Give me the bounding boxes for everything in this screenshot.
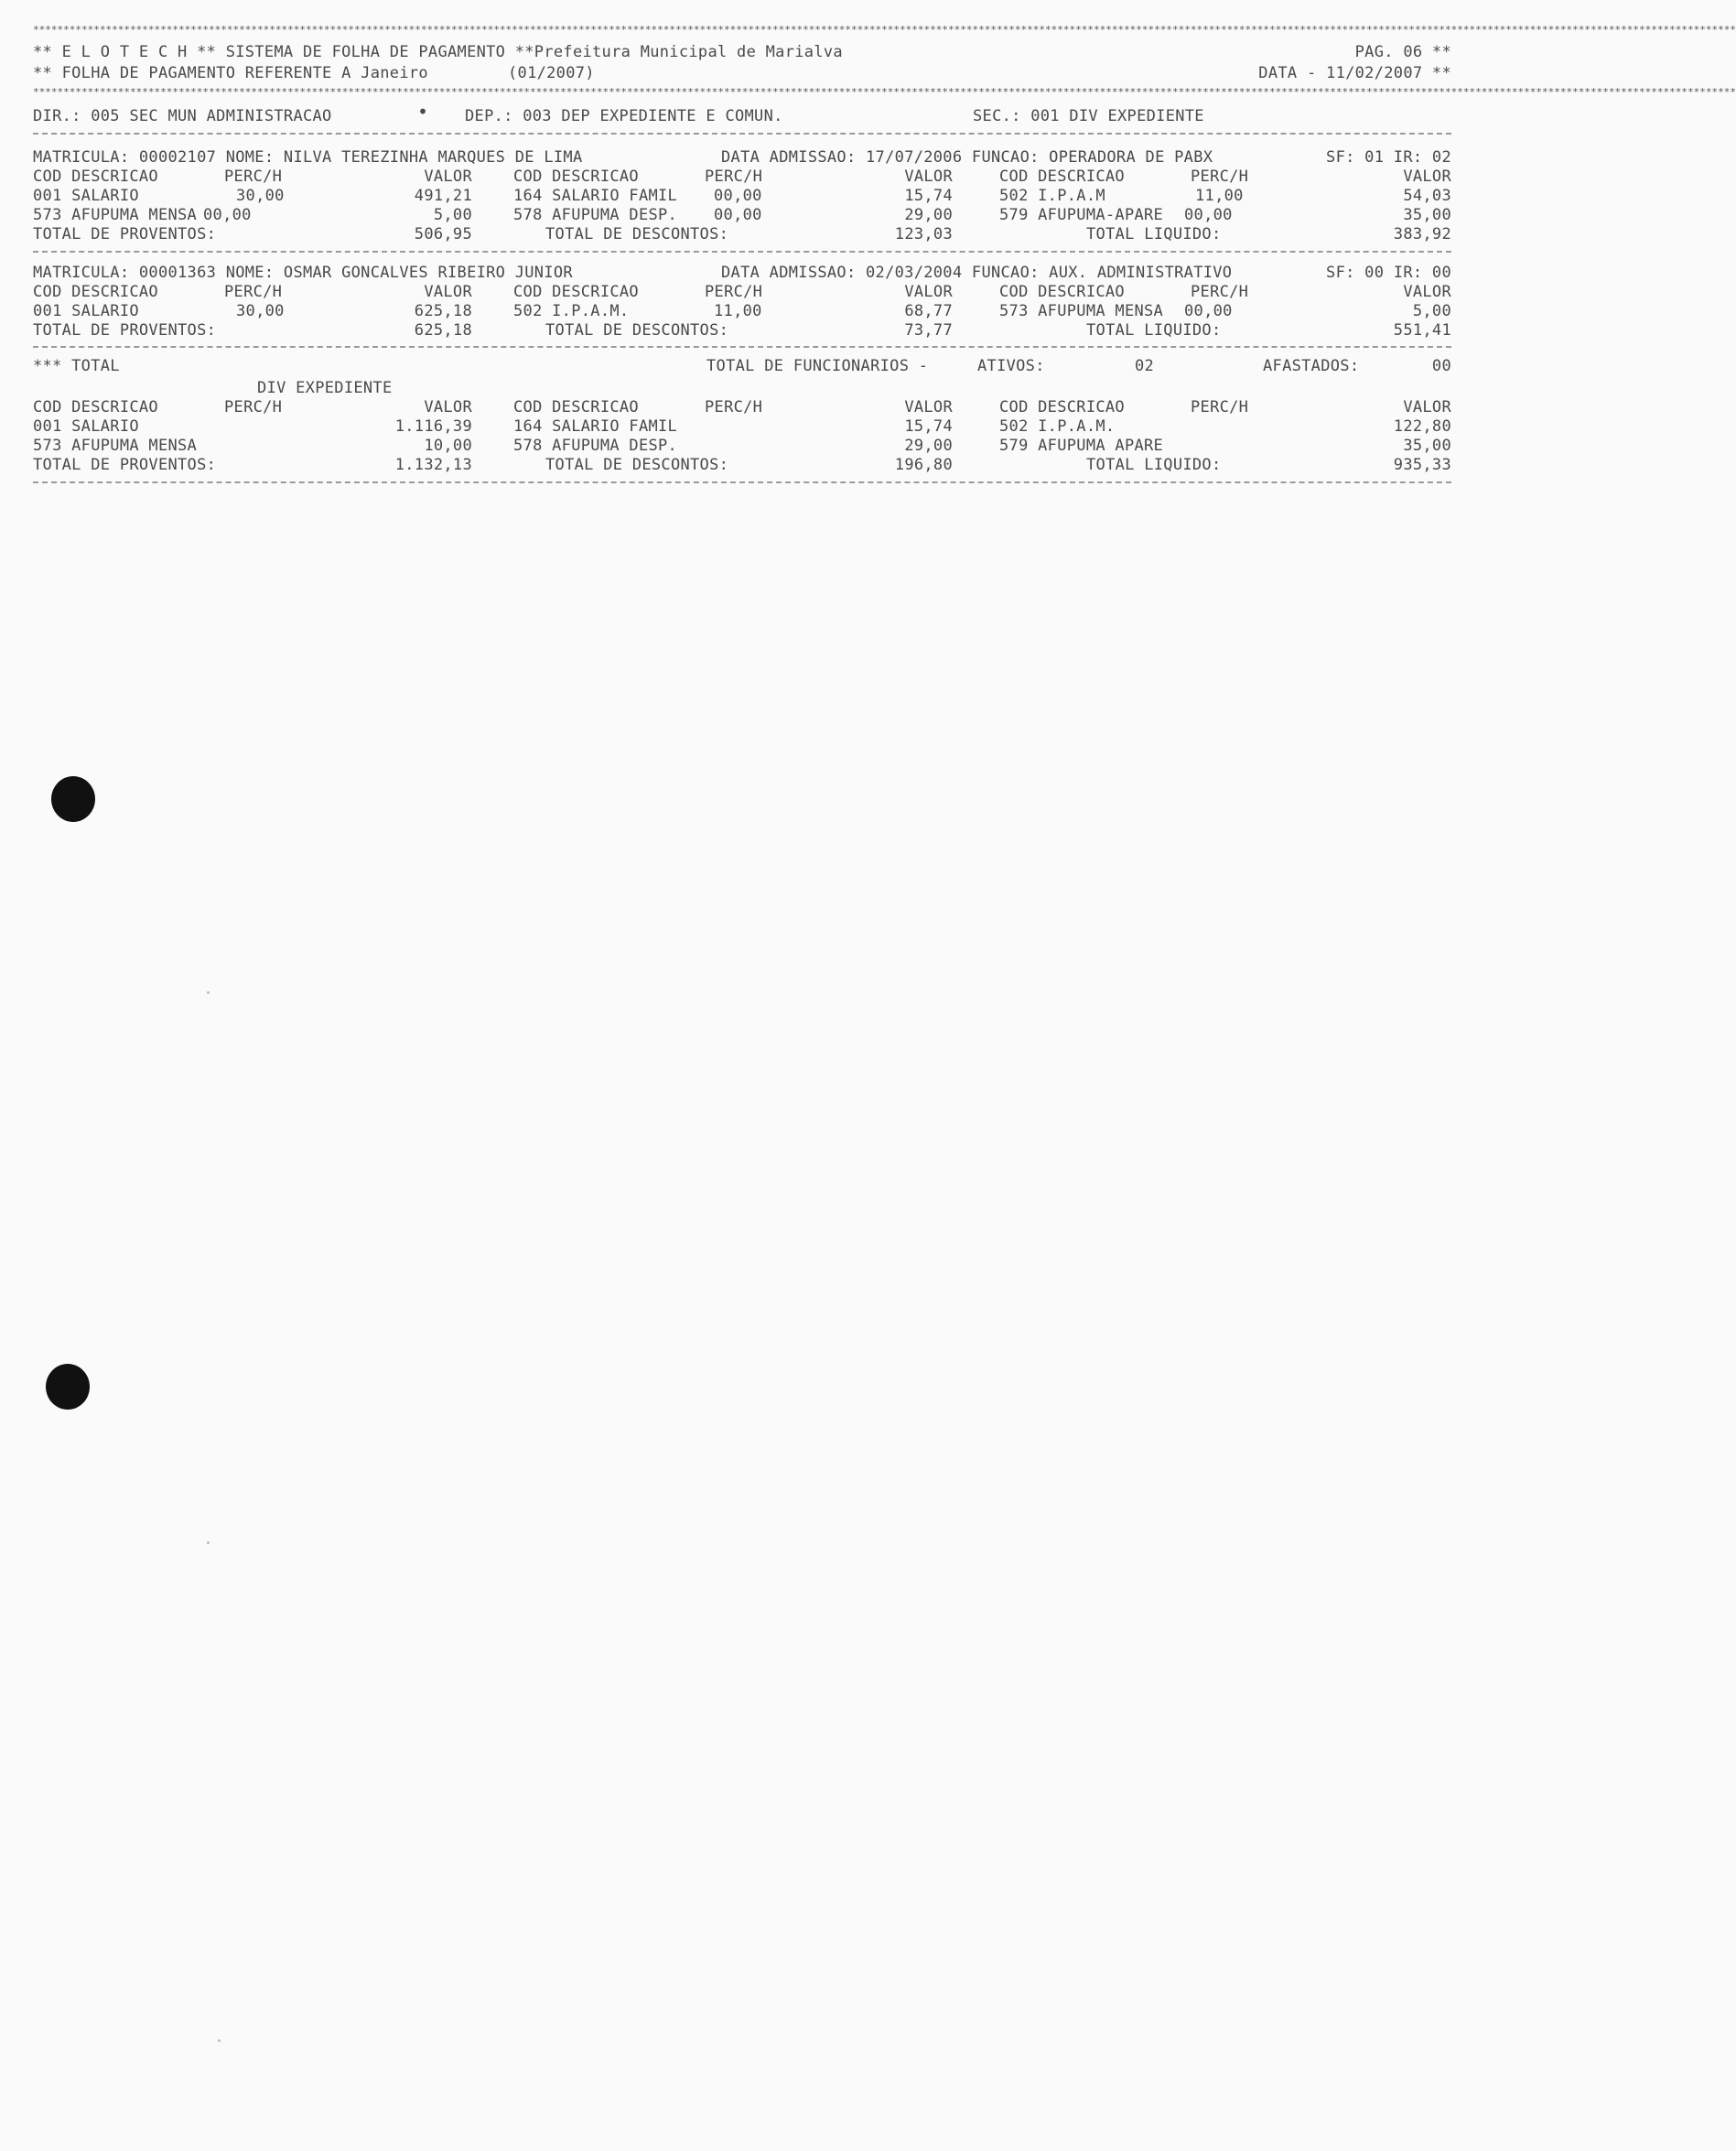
employee-admissao: DATA ADMISSAO: 02/03/2004 FUNCAO: AUX. ADMINISTRATIVO: [721, 264, 1233, 282]
star-border-bottom: *****************************************************************************************************************************************************************************************************************************************************************************************: [33, 86, 1736, 98]
col-header-cod-descricao: COD DESCRICAO: [999, 283, 1125, 301]
col-header-valor: VALOR: [424, 283, 472, 301]
item-perc: 30,00: [236, 187, 285, 205]
total-proventos-value: 625,18: [414, 321, 472, 340]
col-header-cod-descricao: COD DESCRICAO: [513, 283, 639, 301]
item-valor: 5,00: [1412, 302, 1451, 320]
col-header-valor: VALOR: [1403, 283, 1451, 301]
total-proventos-label: TOTAL DE PROVENTOS:: [33, 321, 217, 340]
col-header-valor: VALOR: [904, 283, 953, 301]
scan-speck: [207, 991, 210, 994]
ativos-label: ATIVOS:: [977, 357, 1045, 375]
col-header-perc: PERC/H: [705, 168, 763, 186]
total-div-label: DIV EXPEDIENTE: [257, 379, 393, 397]
item-valor: 1.116,39: [394, 417, 472, 436]
item-desc: 573 AFUPUMA MENSA: [999, 302, 1164, 320]
item-desc: 573 AFUPUMA MENSA: [33, 206, 198, 224]
star-border-top: *****************************************************************************************************************************************************************************************************************************************************************************************: [33, 24, 1736, 36]
total-liquido-label: TOTAL LIQUIDO:: [1086, 321, 1222, 340]
total-descontos-value: 73,77: [904, 321, 953, 340]
total-proventos-value: 506,95: [414, 225, 472, 243]
separator: [33, 481, 1451, 483]
col-header-cod-descricao: COD DESCRICAO: [33, 398, 158, 416]
item-valor: 491,21: [414, 187, 472, 205]
item-desc: 573 AFUPUMA MENSA: [33, 437, 198, 455]
ativos-value: 02: [1135, 357, 1155, 375]
col-header-perc: PERC/H: [705, 398, 763, 416]
col-header-cod-descricao: COD DESCRICAO: [513, 168, 639, 186]
section-sec: SEC.: 001 DIV EXPEDIENTE: [973, 107, 1204, 125]
total-proventos-label: TOTAL DE PROVENTOS:: [33, 225, 217, 243]
item-valor: 68,77: [904, 302, 953, 320]
col-header-perc: PERC/H: [224, 283, 283, 301]
item-desc: 502 I.P.A.M: [999, 187, 1105, 205]
col-header-perc: PERC/H: [224, 168, 283, 186]
item-perc: 30,00: [236, 302, 285, 320]
item-desc: 001 SALARIO: [33, 417, 139, 436]
col-header-valor: VALOR: [904, 398, 953, 416]
item-valor: 10,00: [424, 437, 472, 455]
item-desc: 502 I.P.A.M.: [513, 302, 630, 320]
total-liquido-value: 935,33: [1393, 456, 1451, 474]
item-valor: 15,74: [904, 187, 953, 205]
total-section-label: *** TOTAL: [33, 357, 120, 375]
page-number: PAG. 06 **: [1354, 43, 1451, 61]
total-descontos-label: TOTAL DE DESCONTOS:: [545, 321, 729, 340]
item-perc: 11,00: [1195, 187, 1244, 205]
afastados-label: AFASTADOS:: [1263, 357, 1360, 375]
col-header-valor: VALOR: [904, 168, 953, 186]
col-header-perc: PERC/H: [705, 283, 763, 301]
total-descontos-label: TOTAL DE DESCONTOS:: [545, 456, 729, 474]
item-perc: 00,00: [1184, 302, 1233, 320]
report-reference: ** FOLHA DE PAGAMENTO REFERENTE A Janeiro: [33, 64, 428, 82]
bullet-mark: •: [417, 101, 429, 123]
col-header-valor: VALOR: [1403, 168, 1451, 186]
total-liquido-label: TOTAL LIQUIDO:: [1086, 456, 1222, 474]
section-dep: DEP.: 003 DEP EXPEDIENTE E COMUN.: [465, 107, 783, 125]
employee-sf-ir: SF: 00 IR: 00: [1326, 264, 1451, 282]
col-header-perc: PERC/H: [1191, 168, 1249, 186]
employee-admissao: DATA ADMISSAO: 17/07/2006 FUNCAO: OPERADORA DE PABX: [721, 148, 1213, 167]
total-liquido-label: TOTAL LIQUIDO:: [1086, 225, 1222, 243]
total-descontos-value: 123,03: [894, 225, 953, 243]
scan-speck: [218, 2039, 221, 2042]
col-header-cod-descricao: COD DESCRICAO: [33, 168, 158, 186]
col-header-valor: VALOR: [1403, 398, 1451, 416]
item-valor: 29,00: [904, 437, 953, 455]
employee-matricula: MATRICULA: 00001363 NOME: OSMAR GONCALVES RIBEIRO JUNIOR: [33, 264, 573, 282]
item-valor: 35,00: [1403, 437, 1451, 455]
item-perc: 00,00: [714, 187, 762, 205]
item-perc: 00,00: [203, 206, 252, 224]
item-perc: 11,00: [714, 302, 762, 320]
item-valor: 5,00: [433, 206, 472, 224]
punch-hole: [46, 1364, 90, 1410]
afastados-value: 00: [1431, 357, 1451, 375]
punch-hole: [51, 776, 95, 822]
item-desc: 579 AFUPUMA-APARE: [999, 206, 1164, 224]
item-desc: 578 AFUPUMA DESP.: [513, 437, 678, 455]
item-desc: 164 SALARIO FAMIL: [513, 417, 678, 436]
col-header-perc: PERC/H: [224, 398, 283, 416]
total-descontos-value: 196,80: [894, 456, 953, 474]
report-period: (01/2007): [508, 64, 595, 82]
total-proventos-label: TOTAL DE PROVENTOS:: [33, 456, 217, 474]
total-funcionarios-label: TOTAL DE FUNCIONARIOS -: [706, 357, 929, 375]
separator: [33, 346, 1451, 348]
separator: [33, 133, 1451, 135]
total-liquido-value: 383,92: [1393, 225, 1451, 243]
col-header-perc: PERC/H: [1191, 398, 1249, 416]
item-valor: 29,00: [904, 206, 953, 224]
section-dir: DIR.: 005 SEC MUN ADMINISTRACAO: [33, 107, 332, 125]
col-header-cod-descricao: COD DESCRICAO: [999, 168, 1125, 186]
item-perc: 00,00: [714, 206, 762, 224]
item-valor: 15,74: [904, 417, 953, 436]
col-header-perc: PERC/H: [1191, 283, 1249, 301]
report-title: ** E L O T E C H ** SISTEMA DE FOLHA DE PAGAMENTO **Prefeitura Municipal de Marialva: [33, 43, 843, 61]
col-header-cod-descricao: COD DESCRICAO: [999, 398, 1125, 416]
col-header-valor: VALOR: [424, 168, 472, 186]
item-desc: 001 SALARIO: [33, 302, 139, 320]
item-valor: 54,03: [1403, 187, 1451, 205]
item-desc: 502 I.P.A.M.: [999, 417, 1116, 436]
total-proventos-value: 1.132,13: [394, 456, 472, 474]
employee-matricula: MATRICULA: 00002107 NOME: NILVA TEREZINHA MARQUES DE LIMA: [33, 148, 583, 167]
scan-speck: [207, 1541, 210, 1544]
item-desc: 579 AFUPUMA APARE: [999, 437, 1164, 455]
item-desc: 164 SALARIO FAMIL: [513, 187, 678, 205]
col-header-cod-descricao: COD DESCRICAO: [513, 398, 639, 416]
report-date: DATA - 11/02/2007 **: [1258, 64, 1451, 82]
col-header-cod-descricao: COD DESCRICAO: [33, 283, 158, 301]
separator: [33, 251, 1451, 253]
employee-sf-ir: SF: 01 IR: 02: [1326, 148, 1451, 167]
item-valor: 122,80: [1393, 417, 1451, 436]
col-header-valor: VALOR: [424, 398, 472, 416]
total-descontos-label: TOTAL DE DESCONTOS:: [545, 225, 729, 243]
item-desc: 578 AFUPUMA DESP.: [513, 206, 678, 224]
item-valor: 35,00: [1403, 206, 1451, 224]
item-desc: 001 SALARIO: [33, 187, 139, 205]
item-valor: 625,18: [414, 302, 472, 320]
total-liquido-value: 551,41: [1393, 321, 1451, 340]
item-perc: 00,00: [1184, 206, 1233, 224]
